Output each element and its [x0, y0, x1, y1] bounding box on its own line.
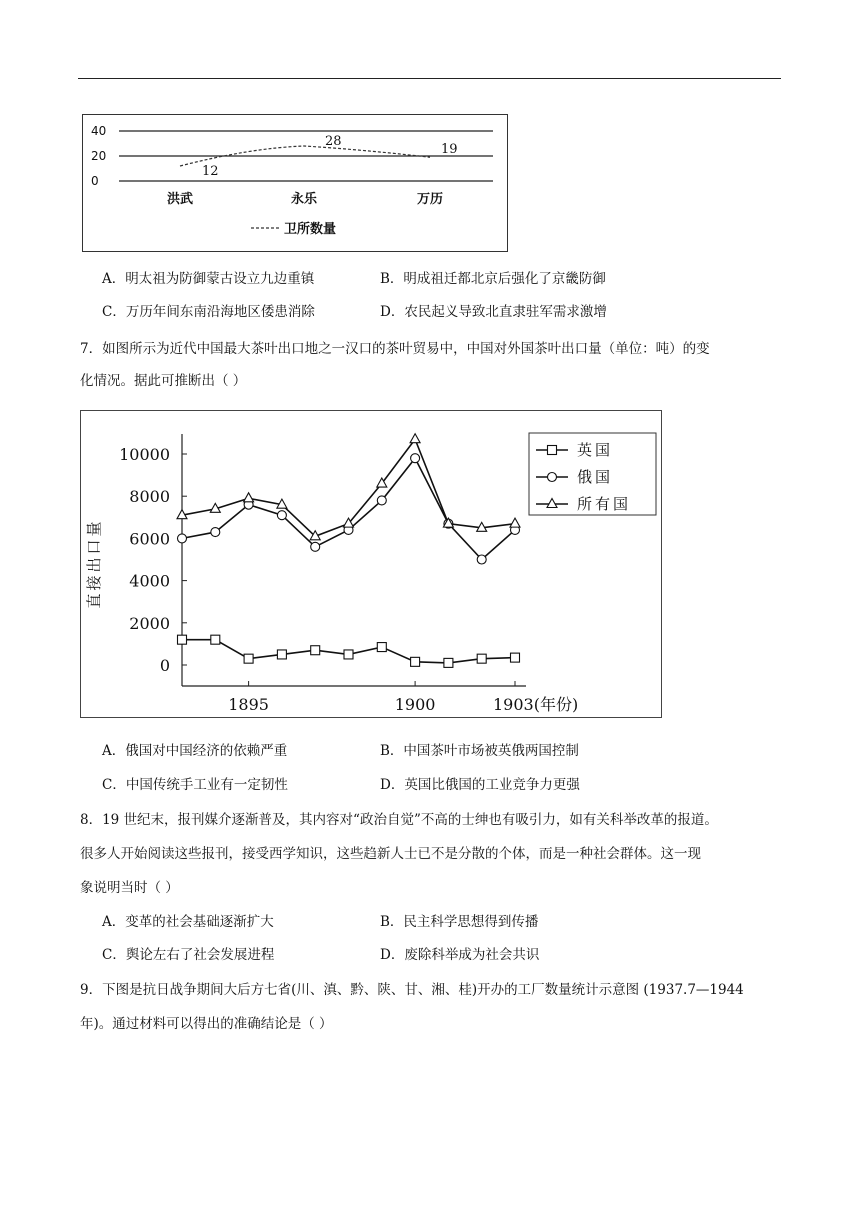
marker-square	[178, 635, 187, 644]
q6-option-b[interactable]: B．明成祖迁都北京后强化了京畿防御	[380, 271, 606, 287]
legend-label: 所有国	[577, 495, 632, 513]
legend-label: 卫所数量	[284, 222, 337, 237]
legend-marker-square	[548, 446, 557, 455]
marker-circle	[277, 511, 286, 520]
marker-circle	[211, 528, 220, 537]
y-axis-label-char: 量	[85, 521, 103, 537]
y-axis-label-char: 出	[85, 557, 103, 573]
marker-square	[277, 650, 286, 659]
figure-tea-export-chart	[80, 410, 662, 718]
marker-square	[211, 635, 220, 644]
weisuo-chart-svg	[83, 115, 506, 250]
legend-marker-circle	[548, 473, 557, 482]
figure-weisuo-chart	[82, 114, 508, 252]
q8-option-d[interactable]: D．废除科举成为社会共识	[380, 947, 540, 963]
x-tick-label: 永乐	[290, 192, 318, 207]
y-tick-label: 4000	[129, 571, 170, 591]
marker-circle	[178, 534, 187, 543]
x-tick-label: 1895	[228, 695, 269, 714]
q8-stem-line2: 很多人开始阅读这些报刊，接受西学知识，这些趋新人士已不是分散的个体，而是一种社会群体。这一现	[80, 846, 701, 862]
marker-triangle	[244, 493, 254, 502]
x-tick-label: 1903(年份)	[493, 695, 579, 714]
marker-circle	[377, 496, 386, 505]
q7-option-c[interactable]: C．中国传统手工业有一定韧性	[102, 777, 288, 793]
marker-square	[311, 646, 320, 655]
header-rule	[78, 78, 781, 79]
q8-option-a[interactable]: A．变革的社会基础逐渐扩大	[102, 914, 274, 930]
y-tick-label: 8000	[129, 487, 170, 507]
y-tick-label: 10000	[119, 445, 170, 464]
series-line-circle	[182, 458, 515, 559]
x-tick-label: 洪武	[166, 192, 194, 207]
q6-option-c[interactable]: C．万历年间东南沿海地区倭患消除	[102, 304, 315, 320]
legend-label: 俄国	[577, 468, 614, 486]
y-tick-label: 2000	[129, 613, 170, 633]
y-axis-label-char: 直	[85, 593, 103, 609]
y-tick-label: 20	[91, 149, 107, 163]
marker-triangle	[410, 434, 420, 443]
data-label: 28	[325, 134, 342, 149]
q7-stem-line2: 化情况。据此可推断出（ ）	[80, 373, 247, 389]
marker-square	[511, 653, 520, 662]
marker-square	[344, 650, 353, 659]
marker-circle	[311, 542, 320, 551]
q6-option-a[interactable]: A．明太祖为防御蒙古设立九边重镇	[102, 271, 315, 287]
q7-stem-line1: 7．如图所示为近代中国最大茶叶出口地之一汉口的茶叶贸易中，中国对外国茶叶出口量（单位：吨）的变	[80, 341, 710, 357]
y-tick-label: 0	[159, 656, 170, 675]
y-tick-label: 6000	[129, 529, 170, 549]
marker-circle	[477, 555, 486, 564]
marker-circle	[411, 454, 420, 463]
marker-square	[377, 643, 386, 652]
q9-stem-line2: 年)。通过材料可以得出的准确结论是（ ）	[80, 1016, 333, 1032]
marker-square	[411, 657, 420, 666]
x-tick-label: 万历	[416, 192, 444, 207]
q9-stem-line1: 9．下图是抗日战争期间大后方七省(川、滇、黔、陕、甘、湘、桂)开办的工厂数量统计示意图 (1937.7—1944	[80, 982, 744, 998]
q7-option-d[interactable]: D．英国比俄国的工业竞争力更强	[380, 777, 580, 793]
y-tick-label: 0	[91, 174, 99, 188]
marker-triangle	[510, 518, 520, 527]
x-tick-label: 1900	[394, 695, 436, 714]
marker-square	[477, 654, 486, 663]
marker-square	[244, 654, 253, 663]
y-tick-label: 40	[91, 124, 107, 138]
q7-option-b[interactable]: B．中国茶叶市场被英俄两国控制	[380, 743, 579, 759]
legend-label: 英国	[577, 441, 614, 459]
q8-option-b[interactable]: B．民主科学思想得到传播	[380, 914, 539, 930]
y-axis-label-char: 口	[85, 539, 103, 555]
marker-square	[444, 658, 453, 667]
data-label: 19	[441, 142, 458, 157]
q8-stem-line1: 8．19 世纪末，报刊媒介逐渐普及，其内容对“政治自觉”不高的士绅也有吸引力，如有关科举改革的报道。	[80, 812, 718, 828]
y-axis-label-char: 接	[85, 575, 103, 591]
data-label: 12	[202, 164, 219, 179]
tea-export-chart-svg	[81, 411, 661, 717]
q6-option-d[interactable]: D．农民起义导致北直隶驻军需求激增	[380, 304, 607, 320]
q8-option-c[interactable]: C．舆论左右了社会发展进程	[102, 947, 275, 963]
q7-option-a[interactable]: A．俄国对中国经济的依赖严重	[102, 743, 288, 759]
q8-stem-line3: 象说明当时（ ）	[80, 880, 179, 896]
